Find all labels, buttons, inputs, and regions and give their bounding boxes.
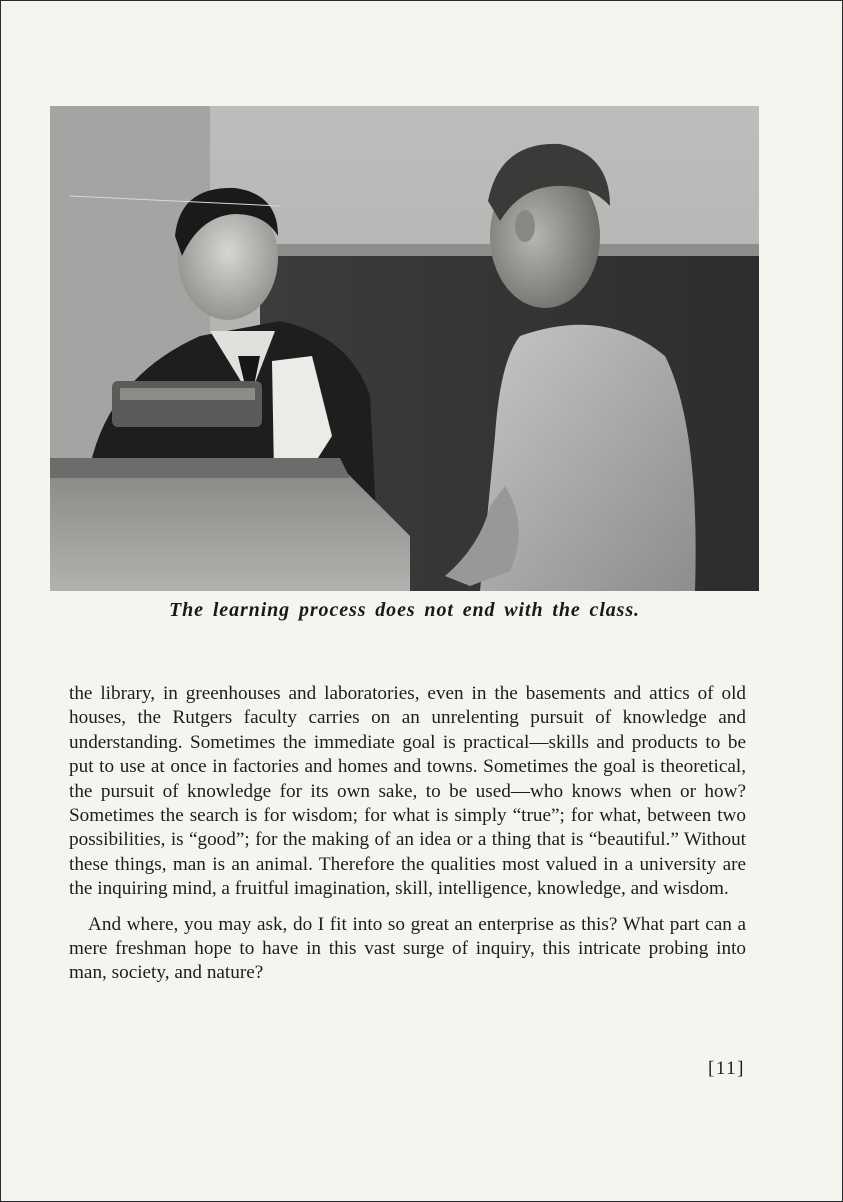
page-number: [11] [708,1058,745,1079]
photograph-icon [50,106,759,591]
paragraph: the library, in greenhouses and laboratories, even in the basements and attics of old houses, the Rutgers faculty carries on an unrelenting pursuit of knowledge and understanding. Sometimes the immediate goal is practical—skills and products to be put to use at once in factories and homes and towns. Sometimes the goal is theoretical, the pursuit of knowledge for its own sake, to be used—who knows when or how? Sometimes the search is for wisdom; for what is simply “true”; for what, between two possibilities, is “good”; for the making of an idea or a thing that is “beautiful.” Without these things, man is an animal. Therefore the qualities most valued in a university are the inquiring mind, a fruitful imagination, skill, intelligence, knowledge, and wisdom. [69,683,746,900]
body-text [69,682,746,986]
paragraph: And where, you may ask, do I fit into so great an enterprise as this? What part can a mere freshman hope to have in this vast surge of inquiry, this intricate probing into man, society, and nature? [69,913,746,984]
photo-caption: The learning process does not end with the class. [169,599,640,621]
photograph [50,106,759,591]
